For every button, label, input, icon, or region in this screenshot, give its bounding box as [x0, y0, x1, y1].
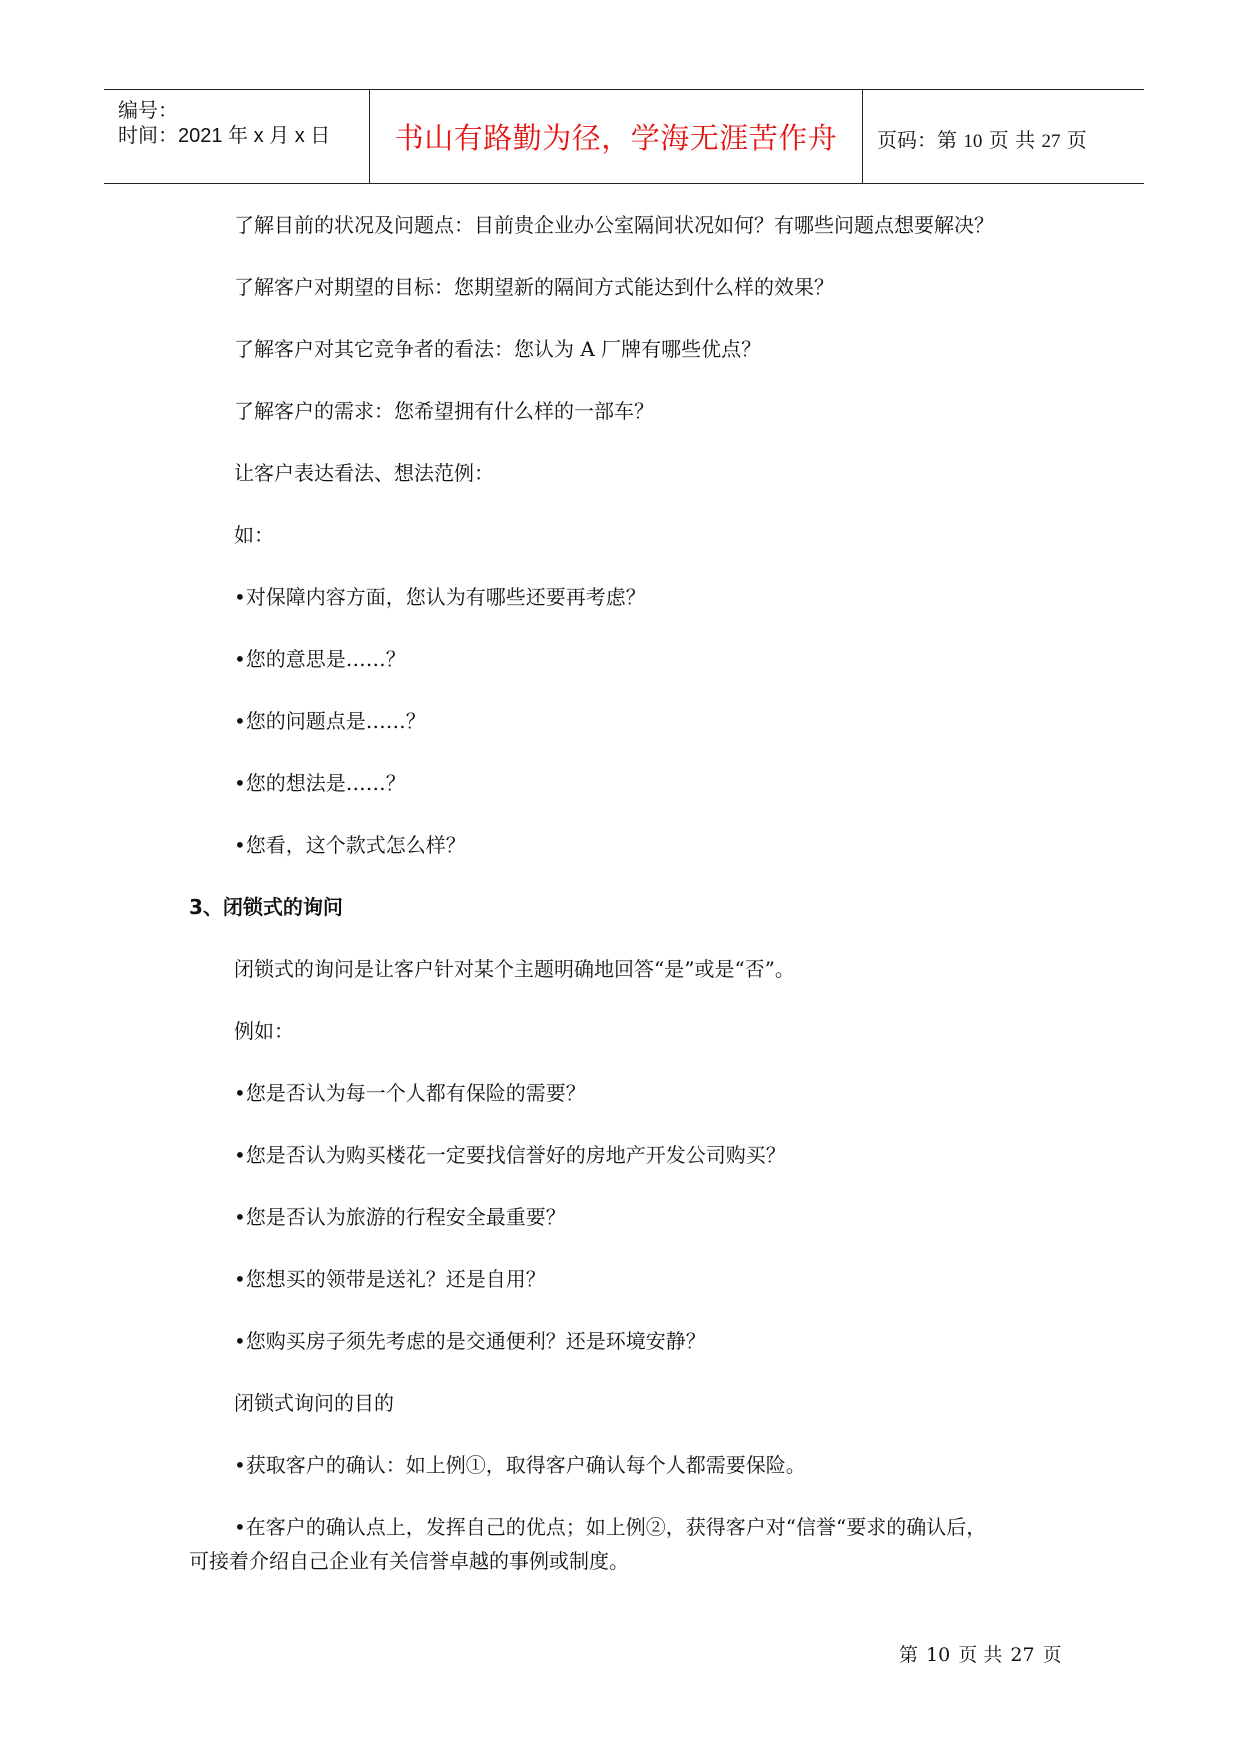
bullet-item: •您的意思是……？ [234, 647, 406, 671]
footer-page-suffix: 页 [1042, 1644, 1062, 1666]
body-paragraph: 让客户表达看法、想法范例： [234, 461, 494, 485]
document-header [104, 89, 1144, 184]
header-page-mid: 页 共 [988, 128, 1036, 152]
section-heading: 3、闭锁式的询问 [189, 895, 343, 919]
body-paragraph-continuation: 可接着介绍自己企业有关信誉卓越的事例或制度。 [189, 1549, 629, 1573]
bullet-item: •您购买房子须先考虑的是交通便利？还是环境安静？ [234, 1329, 706, 1353]
header-page-number [877, 124, 1087, 153]
header-page-suffix: 页 [1066, 128, 1087, 152]
header-page-current: 10 [963, 131, 983, 152]
document-time-label: 时间：2021 年 x 月 x 日 [118, 125, 331, 147]
bullet-item: •您是否认为购买楼花一定要找信誉好的房地产开发公司购买？ [234, 1143, 786, 1167]
bullet-item: •在客户的确认点上，发挥自己的优点；如上例②，获得客户对“信誉“要求的确认后， [234, 1515, 987, 1539]
header-page-prefix: 页码：第 [877, 128, 957, 152]
bullet-item: •您是否认为旅游的行程安全最重要？ [234, 1205, 566, 1229]
header-page-total: 27 [1041, 131, 1061, 152]
header-motto-cell [370, 90, 863, 183]
body-paragraph: 了解客户对期望的目标：您期望新的隔间方式能达到什么样的效果？ [234, 275, 834, 299]
footer-page-total: 27 [1010, 1644, 1035, 1666]
body-paragraph: 了解客户的需求：您希望拥有什么样的一部车？ [234, 399, 654, 423]
body-paragraph: 了解客户对其它竞争者的看法：您认为 A 厂牌有哪些优点？ [234, 337, 762, 361]
bullet-item: •您是否认为每一个人都有保险的需要？ [234, 1081, 586, 1105]
bullet-item: •您的问题点是……？ [234, 709, 426, 733]
body-paragraph: 如： [234, 523, 274, 547]
bullet-item: •您想买的领带是送礼？还是自用？ [234, 1267, 546, 1291]
header-motto: 书山有路勤为径，学海无涯苦作舟 [394, 121, 838, 155]
document-number-label: 编号： [118, 100, 178, 122]
body-paragraph: 闭锁式的询问是让客户针对某个主题明确地回答“是”或是“否”。 [234, 957, 795, 981]
bullet-item: •您的想法是……？ [234, 771, 406, 795]
page-footer [899, 1640, 1064, 1667]
bullet-item: •您看，这个款式怎么样？ [234, 833, 466, 857]
footer-page-mid: 页 共 [958, 1644, 1003, 1666]
header-page-cell [863, 90, 1144, 183]
body-paragraph: 例如： [234, 1019, 294, 1043]
footer-page-prefix: 第 [899, 1644, 919, 1666]
body-paragraph: 闭锁式询问的目的 [234, 1391, 394, 1415]
bullet-item: •对保障内容方面，您认为有哪些还要再考虑？ [234, 585, 646, 609]
bullet-item: •获取客户的确认：如上例①，取得客户确认每个人都需要保险。 [234, 1453, 806, 1477]
header-info-cell [104, 90, 370, 183]
footer-page-current: 10 [926, 1644, 951, 1666]
body-paragraph: 了解目前的状况及问题点：目前贵企业办公室隔间状况如何？有哪些问题点想要解决？ [234, 213, 994, 237]
